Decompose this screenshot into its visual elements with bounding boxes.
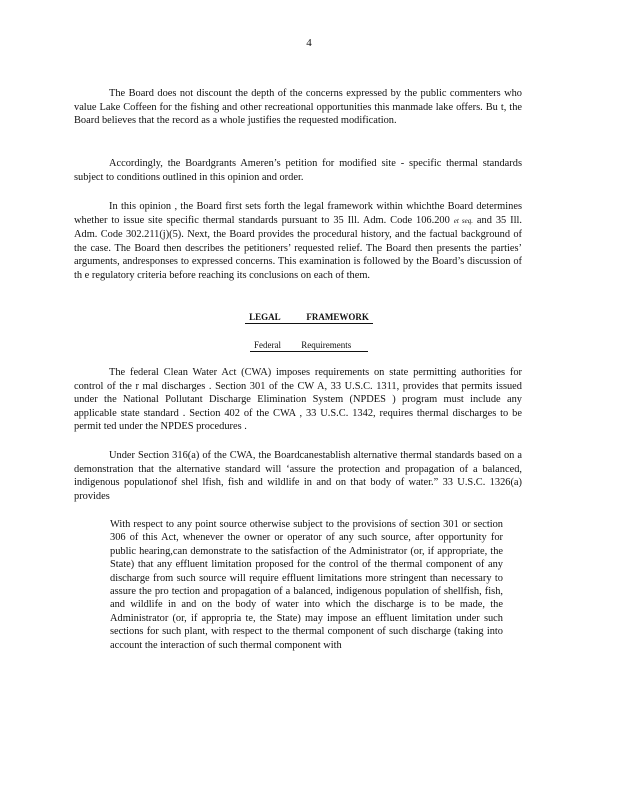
paragraph-clean-water-act: The federal Clean Water Act (CWA) imposes requirements on state permitting authorities for control of the r mal discharges . Section 301 of the CW A, 33 U.S.C. 1311, provides that permits issued under the National Pollutant Discharge Elimination System (NPDES ) program must include any applicable state standard . Section 402 of the CWA , 33 U.S.C. 1342, requires thermal discharges to be permit ted under the NPDES procedures . xyxy=(74,367,522,433)
section-heading-legal-framework xyxy=(0,312,618,324)
section-heading-legal-framework-text: LEGAL FRAMEWORK xyxy=(245,312,373,324)
statute-block-quote: With respect to any point source otherwise subject to the provisions of section 301 or section 306 of this Act, whenever the owner or operator of any such source, after opportunity for public hearing,can demonstrate to the satisfaction of the Administrator (or, if appropriate, the State) that any effluent limitation proposed for the control of the thermal component of any discharge from such source will require effluent limitations more stringent than necessary to assure the pro tection and propagation of a balanced, indigenous population of shellfish, fish, and wildlife in and on the body of water into which the discharge is to be made, the Administrator (or, if appropria te, the State) may impose an effluent limitation under such sections for such plant, with respect to the thermal component of such discharge (taking into account the interaction of such thermal component with xyxy=(110,519,503,651)
paragraph-opinion-outline-part1: In this opinion , the Board first sets forth the legal framework within whichthe Board determines whether to issue site specific thermal standards pursuant to 35 Ill. Adm. Code 106.200 xyxy=(74,201,522,226)
page-number: 4 xyxy=(306,37,312,49)
et-seq-citation: et seq. xyxy=(453,216,473,225)
subsection-heading-federal-requirements xyxy=(0,340,618,352)
paragraph-opinion-outline xyxy=(74,200,522,283)
paragraph-board-grants: Accordingly, the Boardgrants Ameren’s petition for modified site - specific thermal standards subject to conditions outlined in this opinion and order. xyxy=(74,158,522,183)
paragraph-section-316a: Under Section 316(a) of the CWA, the Boardcanestablish alternative thermal standards based on a demonstration that the alternative standard will ‘assure the protection and propagation of a balanced, indigenous populationof shel lfish, fish and wildlife in and on that body of water.” 33 U.S.C. 1326(a) provides xyxy=(74,450,522,502)
subsection-heading-federal-requirements-text: Federal Requirements xyxy=(250,340,368,352)
paragraph-opinion-outline-part2: and 35 Ill. Adm. Code 302.211(j)(5). Next, the Board provides the procedural history, and the factual background of the case. The Board then describes the petitioners’ requested relief. The Board then presents the parties’ arguments, andresponses to expressed concerns. This examination is followed by the Board’s discussion of th e regulatory criteria before reaching its conclusions on each of them. xyxy=(74,214,522,281)
paragraph-public-concerns: The Board does not discount the depth of the concerns expressed by the public commenters who value Lake Coffeen for the fishing and other recreational opportunities this manmade lake offers. Bu t, the Board believes that the record as a whole justifies the requested modification. xyxy=(74,88,522,127)
